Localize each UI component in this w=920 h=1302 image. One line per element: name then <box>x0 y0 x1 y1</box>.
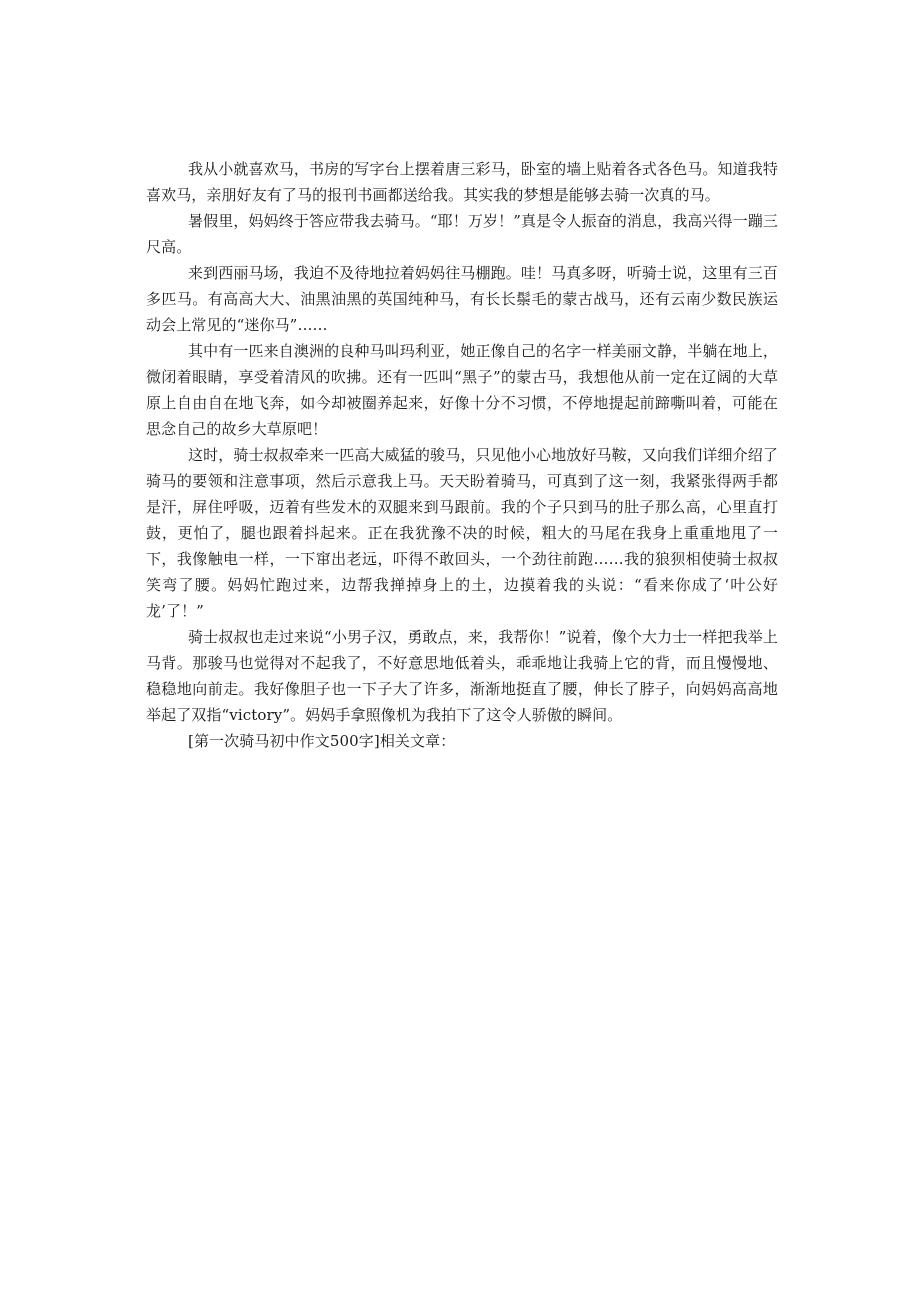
paragraph-2: 暑假里，妈妈终于答应带我去骑马。“耶！万岁！”真是令人振奋的消息，我高兴得一蹦三尺高。 <box>146 212 778 256</box>
paragraph-5: 这时，骑士叔叔牵来一匹高大威猛的骏马，只见他小心地放好马鞍，又向我们详细介绍了骑马的要领和注意事项，然后示意我上马。天天盼着骑马，可真到了这一刻，我紧张得两手都是汗，屏住呼吸，迈着有些发木的双腿来到马跟前。我的个子只到马的肚子那么高，心里直打鼓，更怕了，腿也跟着抖起来。正在我犹豫不决的时候，粗大的马尾在我身上重重地甩了一下，我像触电一样，一下窜出老远，吓得不敢回头，一个劲往前跑……我的狼狈相使骑士叔叔笑弯了腰。妈妈忙跑过来，边帮我掸掉身上的土，边摸着我的头说：“看来你成了‘叶公好龙’了！” <box>146 446 778 620</box>
paragraph-3: 来到西丽马场，我迫不及待地拉着妈妈往马棚跑。哇！马真多呀，听骑士说，这里有三百多匹马。有高高大大、油黑油黑的英国纯种马，有长长鬃毛的蒙古战马，还有云南少数民族运动会上常见的“迷你马”…… <box>146 264 778 334</box>
related-articles-label: [第一次骑马初中作文500字]相关文章： <box>188 732 456 750</box>
paragraph-1: 我从小就喜欢马，书房的写字台上摆着唐三彩马，卧室的墙上贴着各式各色马。知道我特喜欢马，亲朋好友有了马的报刊书画都送给我。其实我的梦想是能够去骑一次真的马。 <box>146 160 778 204</box>
paragraph-4: 其中有一匹来自澳洲的良种马叫玛利亚，她正像自己的名字一样美丽文静，半躺在地上，微闭着眼睛，享受着清风的吹拂。还有一匹叫“黑子”的蒙古马，我想他从前一定在辽阔的大草原上自由自在地飞奔，如今却被圈养起来，好像十分不习惯，不停地提起前蹄嘶叫着，可能在思念自己的故乡大草原吧！ <box>146 342 778 438</box>
article-body <box>146 156 778 754</box>
paragraph-6: 骑士叔叔也走过来说“小男子汉，勇敢点，来，我帮你！”说着，像个大力士一样把我举上马背。那骏马也觉得对不起我了，不好意思地低着头，乖乖地让我骑上它的背，而且慢慢地、稳稳地向前走。我好像胆子也一下子大了许多，渐渐地挺直了腰，伸长了脖子，向妈妈高高地举起了双指“victory”。妈妈手拿照像机为我拍下了这令人骄傲的瞬间。 <box>146 628 778 724</box>
